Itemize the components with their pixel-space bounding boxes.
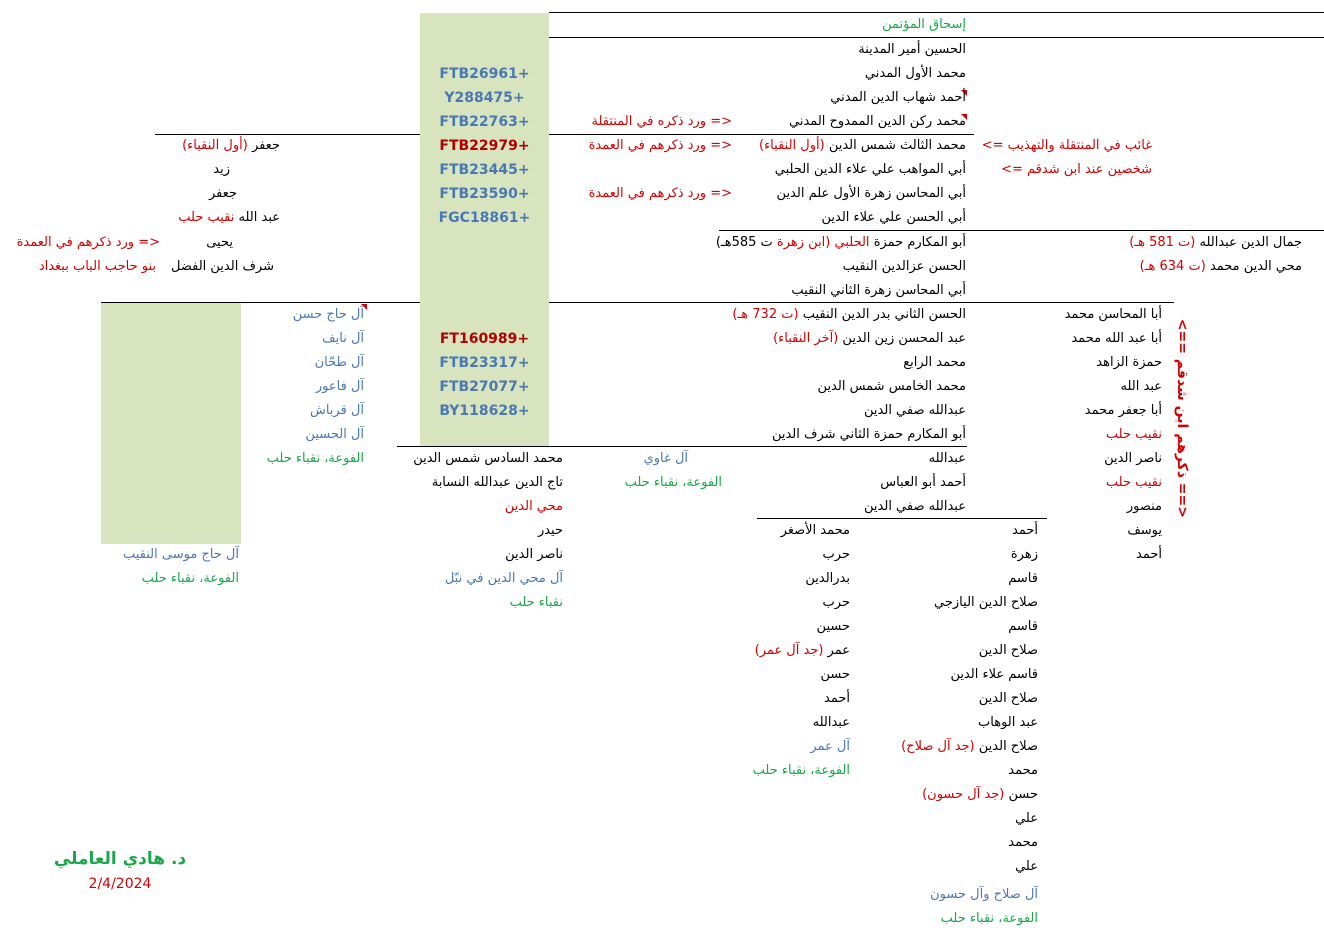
lineage-title: نقيب حلب — [1105, 475, 1162, 490]
name-text: أبو المكارم حمزة — [873, 235, 966, 250]
family-note: الفوعة، نقباء حلب — [266, 451, 364, 466]
lineage-name: أبا عبد الله محمد — [1071, 331, 1162, 346]
name-text: جعفر — [251, 138, 280, 153]
title-note: (ابن زهرة — [776, 235, 831, 250]
lineage-name: محي الدين — [504, 499, 563, 514]
lineage-name: أبي الحسن علي علاء الدين — [821, 210, 966, 225]
family-name: آل فاعور — [315, 379, 364, 394]
lineage-name: عبد الله — [1120, 379, 1162, 394]
lineage-name: صلاح الدين — [978, 643, 1038, 658]
lineage-name: أحمد شهاب الدين المدني — [830, 90, 966, 105]
title-note: (أول النقباء) — [182, 138, 248, 153]
source-note: <= ورد ذكره في المنتقلة — [591, 114, 732, 129]
line-center-col — [397, 446, 967, 447]
lineage-name: أبا جعفر محمد — [1084, 403, 1162, 418]
title-note: (جد آل حسون) — [922, 787, 1005, 802]
title-note: الحلبي — [834, 235, 870, 250]
lineage-name: الحسن عزالدين النقيب — [842, 259, 966, 274]
lineage-name: أبي المحاسن زهرة الأول علم الدين — [776, 186, 966, 201]
name-text: محمد الثالث شمس الدين — [828, 138, 966, 153]
lineage-name: عبدالله — [812, 715, 850, 730]
lineage-name: أحمد أبو العباس — [880, 475, 966, 490]
haplogroup-code: FTB23445+ — [439, 162, 530, 178]
lineage-name — [922, 787, 1038, 803]
lineage-name: عبدالله صفي الدين — [864, 403, 966, 418]
title-note: (ت 634 هـ) — [1139, 259, 1206, 274]
lineage-name: علي — [1015, 811, 1038, 826]
source-note: بنو حاجب الباب ببغداد — [38, 259, 156, 274]
line-lower-section — [101, 302, 420, 303]
family-name: آل حاج موسى النقيب — [122, 547, 239, 562]
title-note: (آخر النقباء) — [773, 331, 839, 346]
name-text: جمال الدين عبدالله — [1199, 235, 1302, 250]
line-cols-ab — [757, 518, 1047, 519]
top-line — [549, 12, 1324, 13]
lineage-name: حيدر — [537, 523, 563, 538]
lineage-name: قاسم علاء الدين — [950, 667, 1038, 682]
lineage-name: زيد — [213, 162, 230, 177]
haplogroup-code: FGC18861+ — [438, 210, 531, 226]
lineage-name: قاسم — [1008, 619, 1038, 634]
haplogroup-code: FTB23317+ — [439, 355, 530, 371]
lineage-name: أبي المحاسن زهرة الثاني النقيب — [791, 283, 966, 298]
lineage-name: الحسين أمير المدينة — [858, 42, 966, 57]
line-above-abu-makarim — [719, 230, 1324, 231]
author-name: د. هادي العاملي — [53, 849, 187, 869]
source-note: شخصين عند ابن شدقم => — [1001, 162, 1152, 177]
haplogroup-code: FTB23590+ — [439, 186, 530, 202]
family-note: الفوعة، نقباء حلب — [141, 571, 239, 586]
lineage-name: أحمد — [824, 691, 850, 706]
lineage-name: زهرة — [1010, 547, 1038, 562]
lineage-name: عبدالله صفي الدين — [864, 499, 966, 514]
lineage-name: محمد — [1008, 763, 1038, 778]
name-text: صلاح الدين — [978, 739, 1038, 754]
name-text: عبد المحسن زين الدين — [842, 331, 966, 346]
source-note: <= ورد ذكرهم في العمدة — [588, 186, 732, 201]
line-branch-jafar — [155, 134, 420, 135]
line-lower-section-2 — [549, 302, 1174, 303]
ishaq-name: إسحاق المؤتمن — [882, 17, 966, 32]
lineage-name — [901, 739, 1038, 755]
family-note: نقباء حلب — [509, 595, 563, 610]
family-name: آل طحّان — [314, 355, 364, 370]
haplogroup-code: FT160989+ — [439, 331, 530, 347]
haplogroup-code: FTB27077+ — [439, 379, 530, 395]
lineage-name: ناصر الدين — [505, 547, 563, 562]
lineage-name — [178, 210, 280, 226]
lineage-name: محمد الأول المدني — [864, 66, 966, 81]
lineage-name: صلاح الدين — [978, 691, 1038, 706]
lineage-name: عبد الوهاب — [978, 715, 1038, 730]
family-note: الفوعة، نقباء حلب — [940, 911, 1038, 926]
lineage-name — [755, 643, 850, 659]
haplogroup-code: Y288475+ — [444, 90, 525, 106]
lineage-name — [773, 331, 966, 347]
source-note: <= ورد ذكرهم في العمدة — [588, 138, 732, 153]
lineage-name: حرب — [822, 547, 850, 562]
haplogroup-code: FTB26961+ — [439, 66, 530, 82]
lineage-name: بدرالدين — [805, 571, 850, 586]
lineage-name — [1129, 235, 1302, 251]
family-note: الفوعة، نقباء حلب — [752, 763, 850, 778]
lineage-name — [182, 138, 280, 154]
title-note: (ت 732 هـ) — [732, 307, 799, 322]
lineage-name: تاج الدين عبدالله النسابة — [431, 475, 563, 490]
name-text: ت 585هـ) — [715, 235, 773, 250]
name-text: الحسن الثاني بدر الدين النقيب — [802, 307, 966, 322]
lineage-name: محمد الخامس شمس الدين — [817, 379, 966, 394]
lineage-name: عبدالله — [928, 451, 966, 466]
lineage-name: حسن — [820, 667, 850, 682]
title-note: (أول النقباء) — [759, 138, 825, 153]
lineage-name: شرف الدين الفضل — [171, 259, 274, 274]
lineage-name: أحمد — [1012, 523, 1038, 538]
family-name: آل عمر — [810, 739, 850, 754]
lineage-name — [759, 138, 966, 154]
author-date: 2/4/2024 — [88, 876, 152, 892]
haplogroup-code: FTB22763+ — [439, 114, 530, 130]
family-name: آل صلاح وآل حسون — [930, 887, 1038, 902]
lineage-name: يوسف — [1127, 523, 1162, 538]
lineage-name: محمد — [1008, 835, 1038, 850]
haj-musa-box — [101, 302, 241, 544]
lineage-name — [716, 235, 966, 251]
lineage-name: جعفر — [208, 186, 237, 201]
title-note: نقيب حلب — [178, 210, 235, 225]
title-note: (جد آل صلاح) — [901, 739, 975, 754]
lineage-name: يحيى — [206, 235, 233, 250]
lineage-name: محمد الرابع — [903, 355, 966, 370]
source-note: <= ورد ذكرهم في العمدة — [16, 235, 160, 250]
haplogroup-code: BY118628+ — [439, 403, 530, 419]
name-text: عبد الله — [238, 210, 280, 225]
family-name: آل الحسين — [305, 427, 364, 442]
lineage-name — [732, 307, 966, 323]
source-note: غائب في المنتقلة والتهذيب => — [981, 138, 1152, 153]
lineage-name: قاسم — [1008, 571, 1038, 586]
family-note: الفوعة، نقباء حلب — [624, 475, 722, 490]
title-note: (جد آل عمر) — [754, 643, 824, 658]
lineage-name: حسين — [816, 619, 850, 634]
family-name: آل نايف — [322, 331, 364, 346]
lineage-name: أبو المكارم حمزة الثاني شرف الدين — [771, 427, 966, 442]
family-name: آل محي الدين في نبّل — [444, 571, 563, 586]
family-name: آل غاوي — [643, 451, 688, 466]
name-text: حسن — [1008, 787, 1038, 802]
lineage-name: محمد ركن الدين الممدوح المدني — [789, 114, 966, 129]
lineage-name: علي — [1015, 859, 1038, 874]
lineage-name: أبي المواهب علي علاء الدين الحلبي — [774, 162, 966, 177]
lineage-name: منصور — [1126, 499, 1162, 514]
lineage-name: صلاح الدين اليازجي — [934, 595, 1038, 610]
lineage-name: محمد الأصغر — [780, 523, 850, 538]
lineage-name: حرب — [822, 595, 850, 610]
family-name: آل قرباش — [309, 403, 364, 418]
lineage-name: أحمد — [1136, 547, 1162, 562]
lineage-name: محمد السادس شمس الدين — [413, 451, 563, 466]
haplogroup-code: FTB22979+ — [439, 138, 530, 154]
title-note: (ت 581 هـ) — [1129, 235, 1196, 250]
lineage-name: حمزة الزاهد — [1096, 355, 1162, 370]
lineage-name — [1140, 259, 1302, 275]
family-name: آل حاج حسن — [292, 307, 364, 322]
lineage-name: ناصر الدين — [1104, 451, 1162, 466]
lineage-name: أبا المحاسن محمد — [1064, 307, 1162, 322]
name-text: محي الدين محمد — [1209, 259, 1302, 274]
lineage-title: نقيب حلب — [1105, 427, 1162, 442]
line-branch-jafar-2 — [549, 134, 974, 135]
name-text: عمر — [827, 643, 850, 658]
line-under-ishaq — [549, 37, 1324, 38]
ibn-shadqam-vertical-note: <== ذكرهم ابن شدقم ==> — [1174, 318, 1190, 518]
